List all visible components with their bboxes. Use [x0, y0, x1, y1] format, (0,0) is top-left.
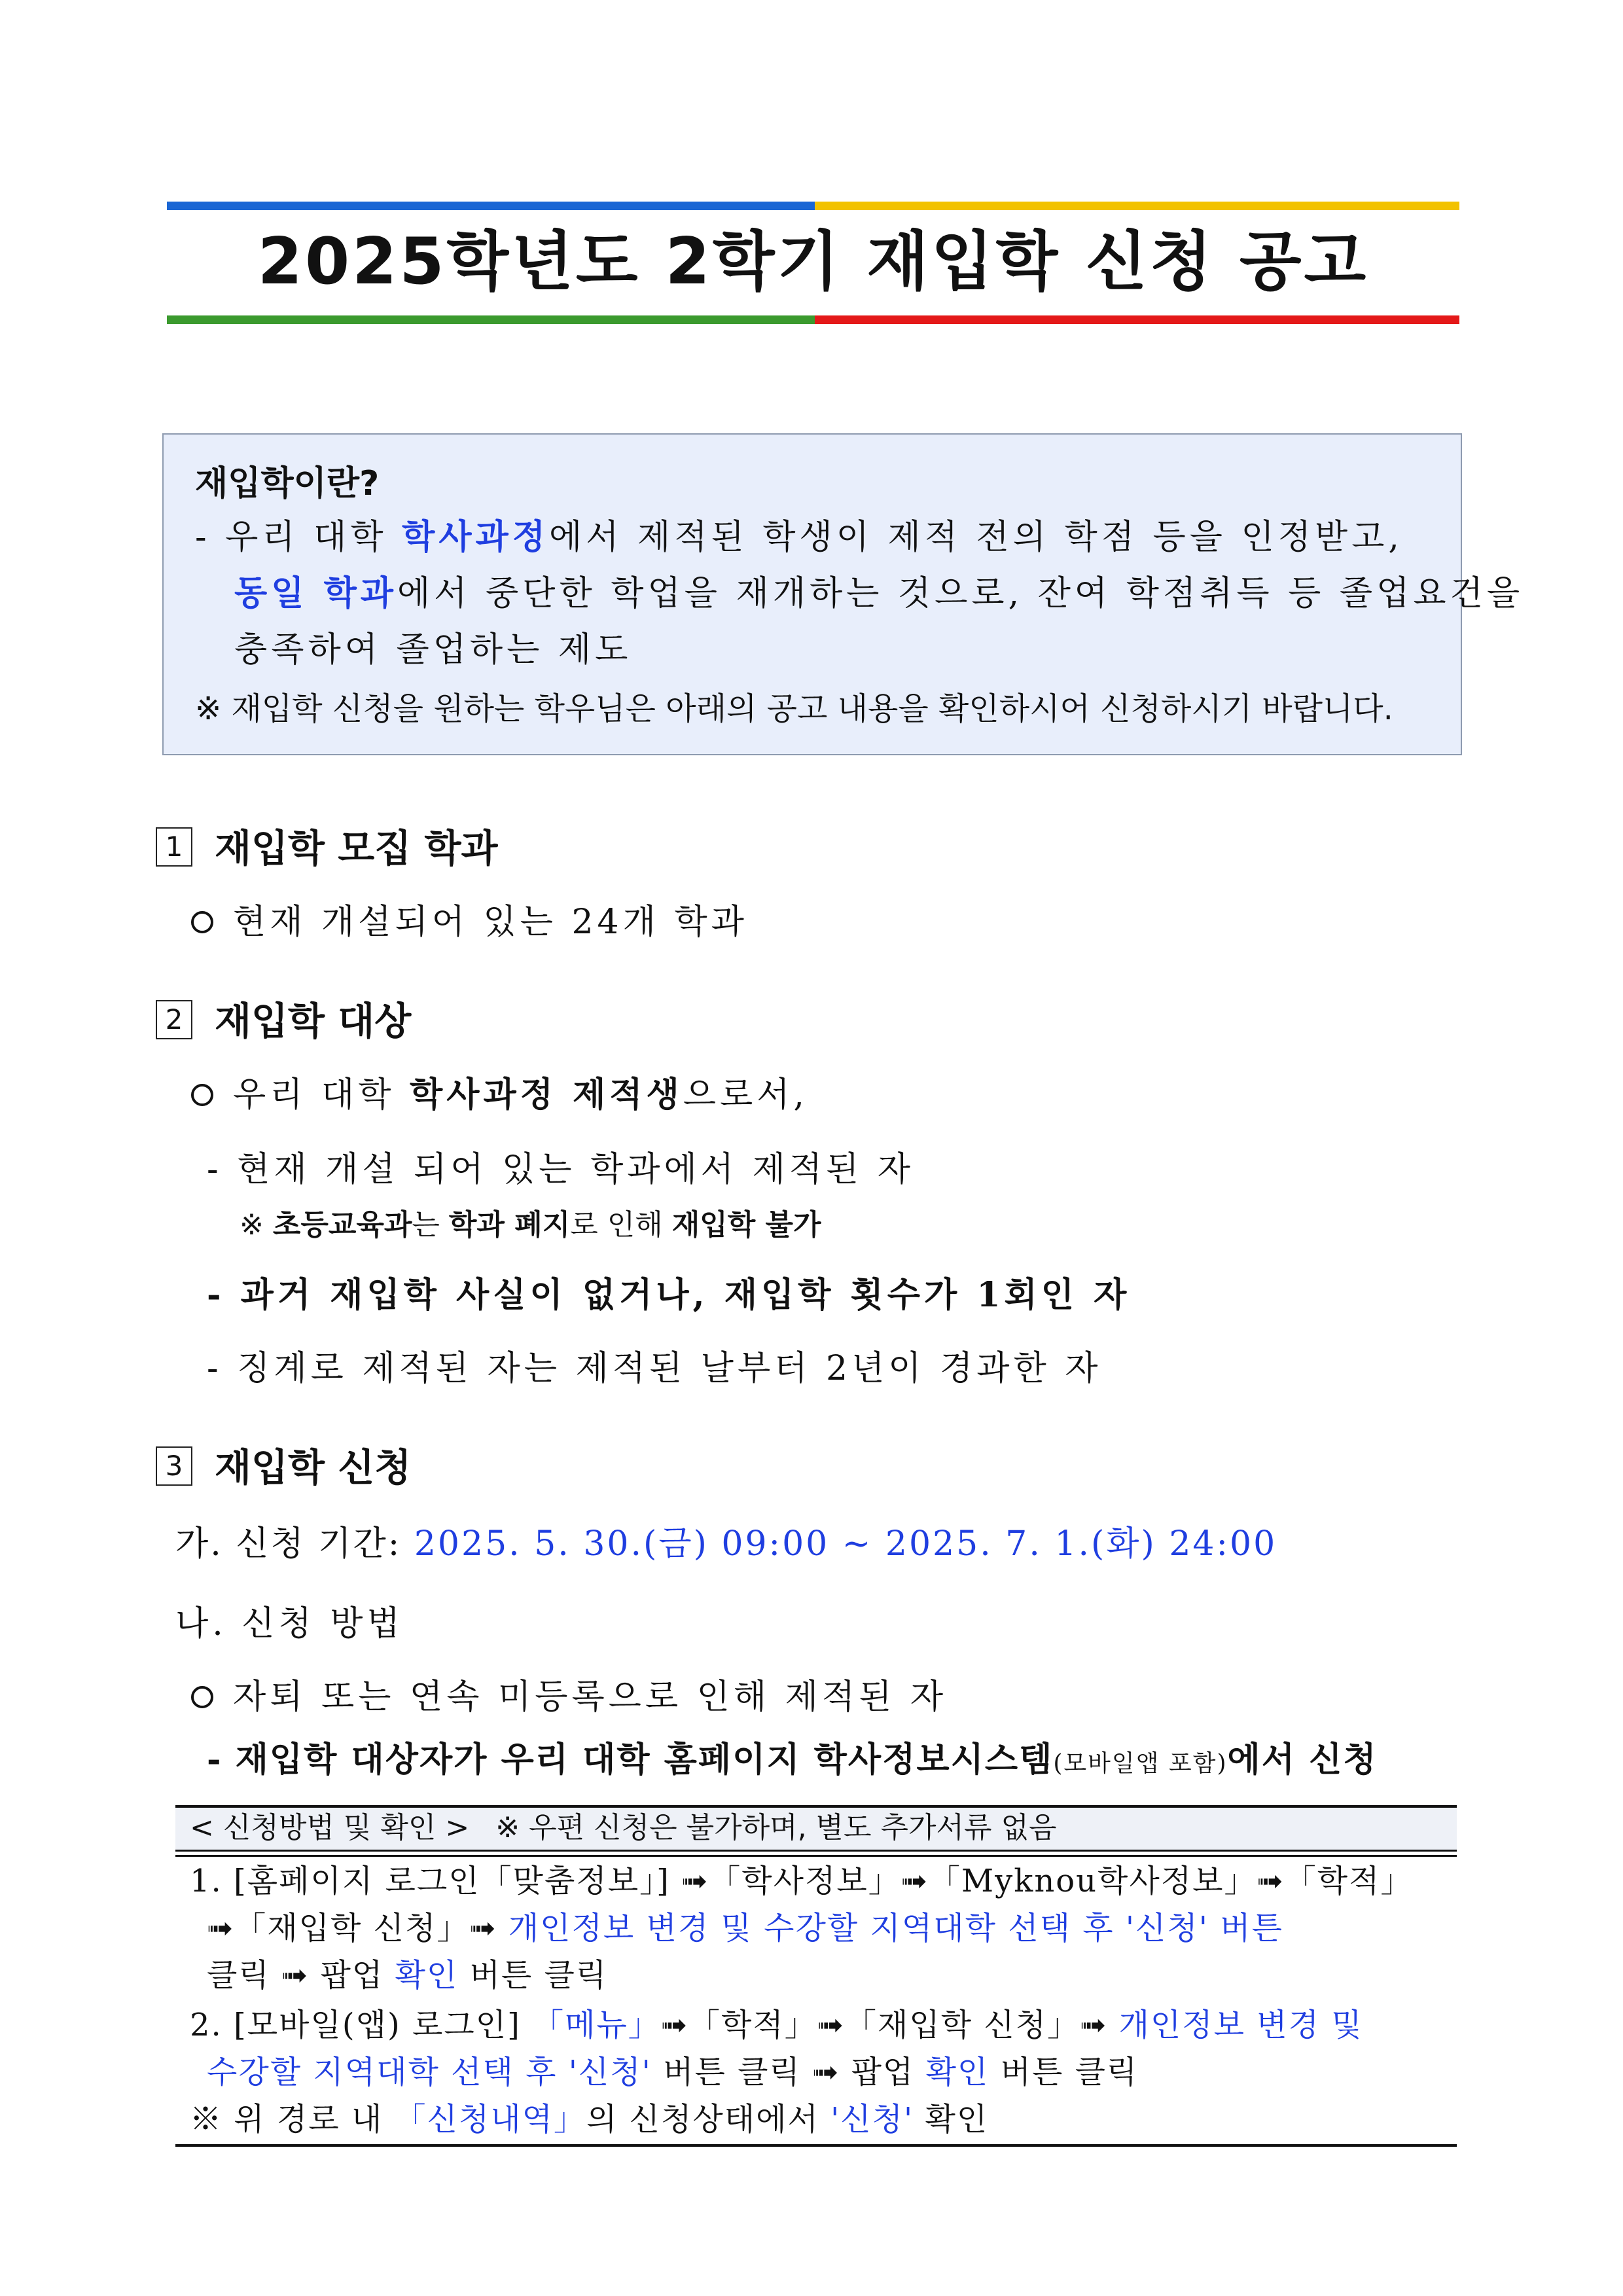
intro-heading: 재입학이란?	[195, 464, 380, 503]
note-mark: ※	[240, 1208, 273, 1242]
r2b-mid: 버튼 클릭 ➟ 팝업	[651, 2054, 926, 2090]
section-2-detail-1: - 현재 개설 되어 있는 학과에서 제적된 자	[207, 1150, 914, 1189]
method-detail-post: 에서 신청	[1227, 1740, 1378, 1780]
section-2-heading	[156, 995, 411, 1047]
r2a-blue-2: 개인정보 변경 및	[1118, 2007, 1363, 2043]
table-row-1-b	[207, 1905, 1283, 1952]
r2b-blue-2: 확인	[925, 2054, 990, 2090]
method-label: 나. 신청 방법	[175, 1604, 404, 1643]
table-mid-rule-2	[175, 1855, 1457, 1857]
r3-blue-2: '신청'	[830, 2101, 914, 2138]
r1c-pre: 클릭 ➟ 팝업	[207, 1957, 395, 1994]
table-row-1-a: 1. [홈페이지 로그인「맞춤정보」] ➟「학사정보」➟「Myknou학사정보」➟「학적」	[190, 1863, 1414, 1899]
section-1-number: 1	[156, 827, 192, 867]
r2a-blue-1: 「메뉴」	[532, 2007, 661, 2043]
section-1-item	[191, 899, 748, 945]
r2b-post: 버튼 클릭	[989, 2054, 1139, 2090]
title-top-bar-blue	[167, 202, 815, 210]
intro-l2-post: 에서 중단한 학업을 재개하는 것으로, 잔여 학점취득 등 졸업요건을	[397, 574, 1524, 613]
title-bottom-bar-red	[815, 315, 1459, 324]
table-header-right: ※ 우편 신청은 불가하며, 별도 추가서류 없음	[495, 1811, 1057, 1844]
section-3-heading	[156, 1441, 411, 1494]
table-mid-rule-1	[175, 1850, 1457, 1852]
intro-line-3: 충족하여 졸업하는 제도	[234, 630, 632, 670]
r1c-blue: 확인	[395, 1957, 459, 1994]
r1b-blue: 개인정보 변경 및 수강할 지역대학 선택 후 '신청' 버튼	[508, 1910, 1283, 1946]
method-detail-small: (모바일앱 포함)	[1053, 1750, 1228, 1777]
table-row-3	[190, 2096, 988, 2143]
intro-line-2	[234, 571, 1524, 617]
section-2-title: 재입학 대상	[215, 999, 412, 1043]
note-bold-3: 재입학 불가	[671, 1208, 821, 1242]
intro-l1-em: 학사과정	[402, 518, 550, 557]
note-bold-2: 학과 폐지	[448, 1208, 571, 1242]
section-2-item-post: 으로서,	[683, 1075, 808, 1115]
circle-bullet-icon	[191, 1686, 213, 1708]
section-2-item-pre: 우리 대학	[233, 1075, 410, 1115]
method-item	[191, 1674, 947, 1720]
section-2-item-bold: 학사과정 제적생	[410, 1075, 683, 1115]
circle-bullet-icon	[191, 1084, 213, 1106]
section-1-title: 재입학 모집 학과	[215, 826, 498, 870]
table-row-1-c	[207, 1952, 607, 1999]
period-value: 2025. 5. 30.(금) 09:00 ~ 2025. 7. 1.(화) 24:00	[414, 1524, 1277, 1564]
r3-pre: ※ 위 경로 내	[190, 2101, 395, 2138]
table-row-2-a	[190, 2001, 1363, 2049]
r2b-blue: 수강할 지역대학 선택 후 '신청'	[207, 2054, 652, 2090]
section-2-number: 2	[156, 1000, 192, 1039]
r1c-post: 버튼 클릭	[458, 1957, 608, 1994]
table-header-left: < 신청방법 및 확인 >	[190, 1811, 470, 1844]
section-2-detail-3: - 징계로 제적된 자는 제적된 날부터 2년이 경과한 자	[207, 1349, 1102, 1388]
r3-post: 확인	[914, 2101, 989, 2138]
note-text-2: 로 인해	[570, 1208, 672, 1242]
r2a-mid: ➟「학적」➟「재입학 신청」➟	[660, 2007, 1119, 2043]
section-1-heading	[156, 822, 498, 874]
method-detail	[207, 1737, 1378, 1787]
section-3-title: 재입학 신청	[215, 1445, 412, 1490]
section-2-note	[240, 1204, 821, 1246]
method-detail-pre: - 재입학 대상자가 우리 대학 홈페이지 학사정보시스템	[207, 1740, 1054, 1780]
r2a-pre: 2. [모바일(앱) 로그인]	[190, 2007, 533, 2043]
table-bottom-rule	[175, 2144, 1457, 2147]
method-item-text: 자퇴 또는 연속 미등록으로 인해 제적된 자	[233, 1677, 948, 1717]
r3-mid: 의 신청상태에서	[586, 2101, 831, 2138]
page-title: 2025학년도 2학기 재입학 신청 공고	[257, 224, 1369, 299]
intro-l2-em: 동일 학과	[234, 574, 398, 613]
section-1-item-text: 현재 개설되어 있는 24개 학과	[233, 903, 748, 942]
note-text-1: 는	[412, 1208, 449, 1242]
title-bottom-bar-green	[167, 315, 815, 324]
note-bold-1: 초등교육과	[272, 1208, 412, 1242]
r3-blue: 「신청내역」	[394, 2101, 586, 2138]
intro-line-1	[195, 514, 1403, 560]
intro-box	[162, 433, 1524, 755]
section-2-detail-2: - 과거 재입학 사실이 없거나, 재입학 횟수가 1회인 자	[207, 1275, 1131, 1315]
section-3-number: 3	[156, 1446, 192, 1486]
intro-l1-post: 에서 제적된 학생이 제적 전의 학점 등을 인정받고,	[549, 518, 1403, 557]
application-period	[175, 1521, 1277, 1567]
period-label: 가. 신청 기간:	[175, 1524, 414, 1564]
title-top-bar-yellow	[815, 202, 1459, 210]
table-header	[190, 1806, 1057, 1850]
table-row-2-b	[207, 2049, 1138, 2096]
intro-l1-pre: - 우리 대학	[195, 518, 402, 557]
circle-bullet-icon	[191, 911, 213, 933]
r1b-pre: ➟「재입학 신청」➟	[207, 1910, 508, 1946]
section-2-item	[191, 1072, 808, 1118]
intro-note: ※ 재입학 신청을 원하는 학우님은 아래의 공고 내용을 확인하시어 신청하시기 바랍니다.	[195, 691, 1393, 727]
